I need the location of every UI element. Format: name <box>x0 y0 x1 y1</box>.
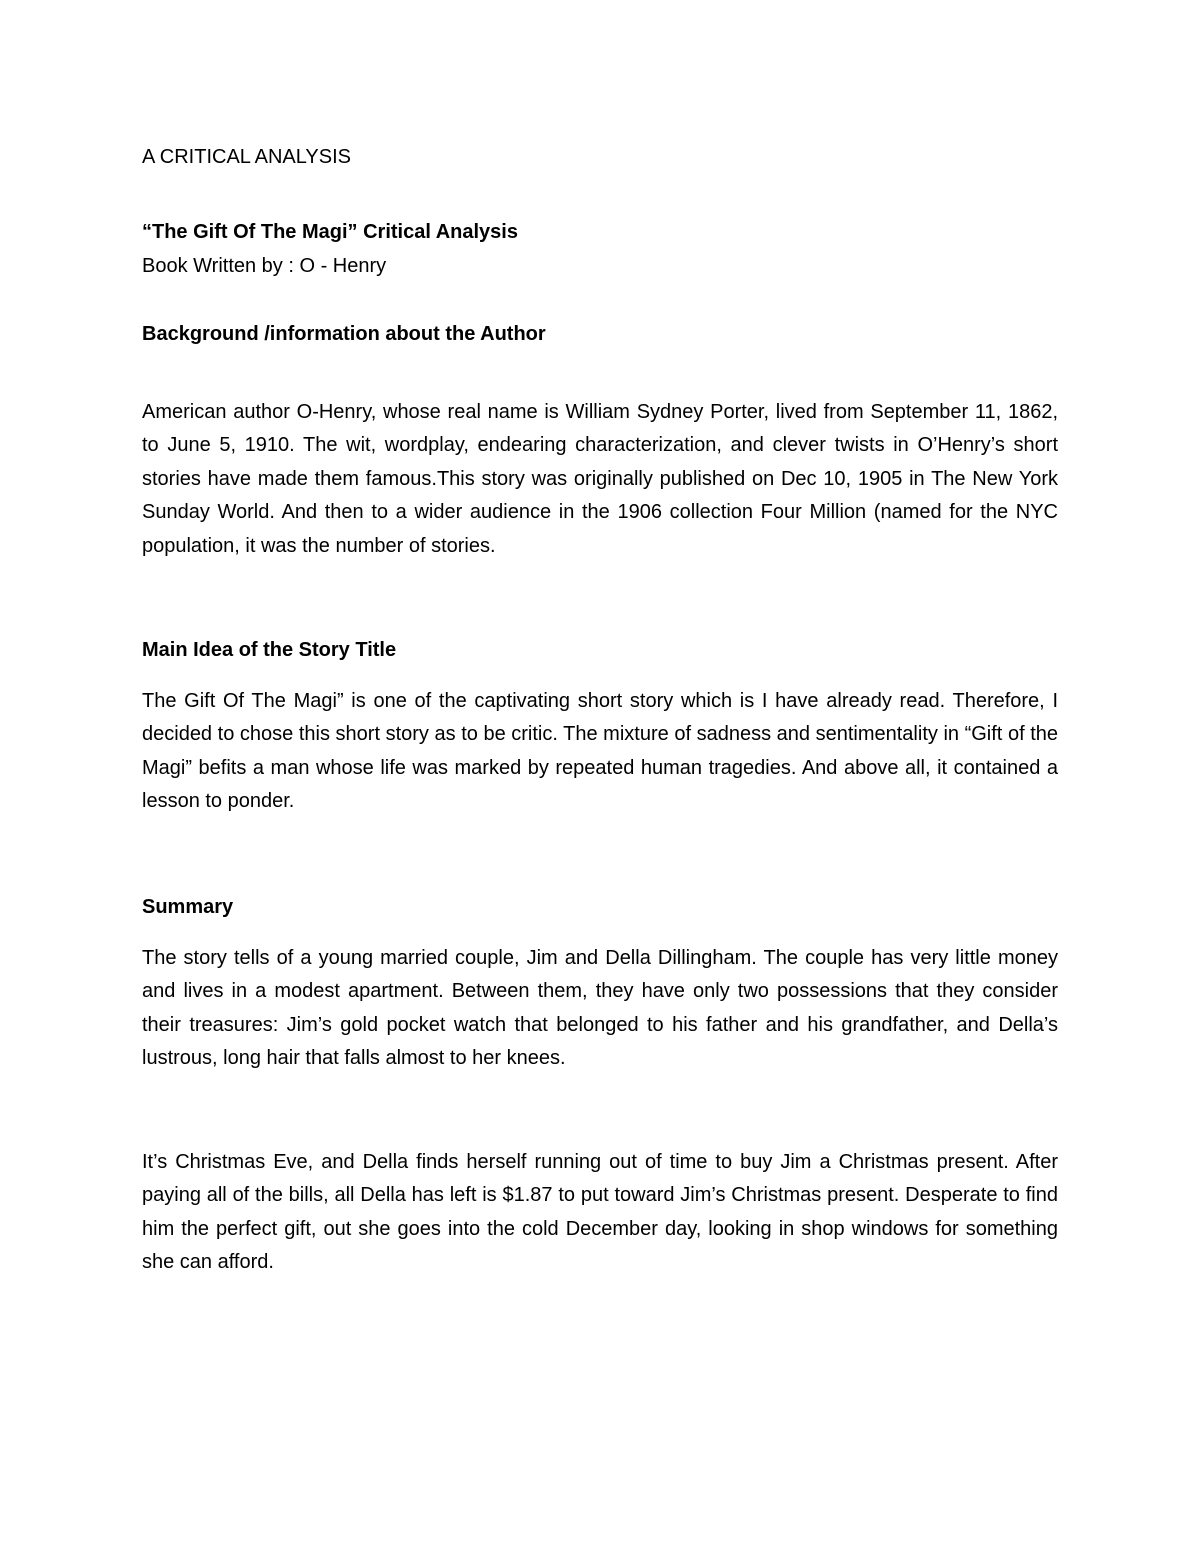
paragraph-main-idea: The Gift Of The Magi” is one of the captivating short story which is I have already read. Therefore, I decided to chose this short story as to be critic. The mixture of sadness and sentimentality in “Gift of the Magi” befits a man whose life was marked by repeated human tragedies. And above all, it contained a lesson to ponder. <box>142 690 1058 813</box>
section-heading-summary: Summary <box>142 896 234 918</box>
paragraph-summary-2: It’s Christmas Eve, and Della finds herself running out of time to buy Jim a Christmas present. After paying all of the bills, all Della has left is $1.87 to put toward Jim’s Christmas present. Desperate to find him the perfect gift, out she goes into the cold December day, looking in shop windows for something she can afford. <box>142 1151 1058 1274</box>
section-heading-background: Background /information about the Author <box>142 323 546 345</box>
paragraph-summary-1: The story tells of a young married couple, Jim and Della Dillingham. The couple has very little money and lives in a modest apartment. Between them, they have only two possessions that they consider their treasures: Jim’s gold pocket watch that belonged to his father and his grandfather, and Della’s lustrous, long hair that falls almost to her knees. <box>142 947 1058 1070</box>
document-title: “The Gift Of The Magi” Critical Analysis <box>142 221 518 243</box>
section-heading-main-idea: Main Idea of the Story Title <box>142 639 397 661</box>
document-page <box>142 0 1058 1553</box>
document-byline: Book Written by : O - Henry <box>142 255 387 277</box>
paragraph-background: American author O-Henry, whose real name is William Sydney Porter, lived from September 11, 1862, to June 5, 1910. The wit, wordplay, endearing characterization, and clever twists in O’Henry’s short stories have made them famous.This story was originally published on Dec 10, 1905 in The New York Sunday World. And then to a wider audience in the 1906 collection Four Million (named for the NYC population, it was the number of stories. <box>142 401 1058 557</box>
document-heading: A CRITICAL ANALYSIS <box>142 146 351 168</box>
